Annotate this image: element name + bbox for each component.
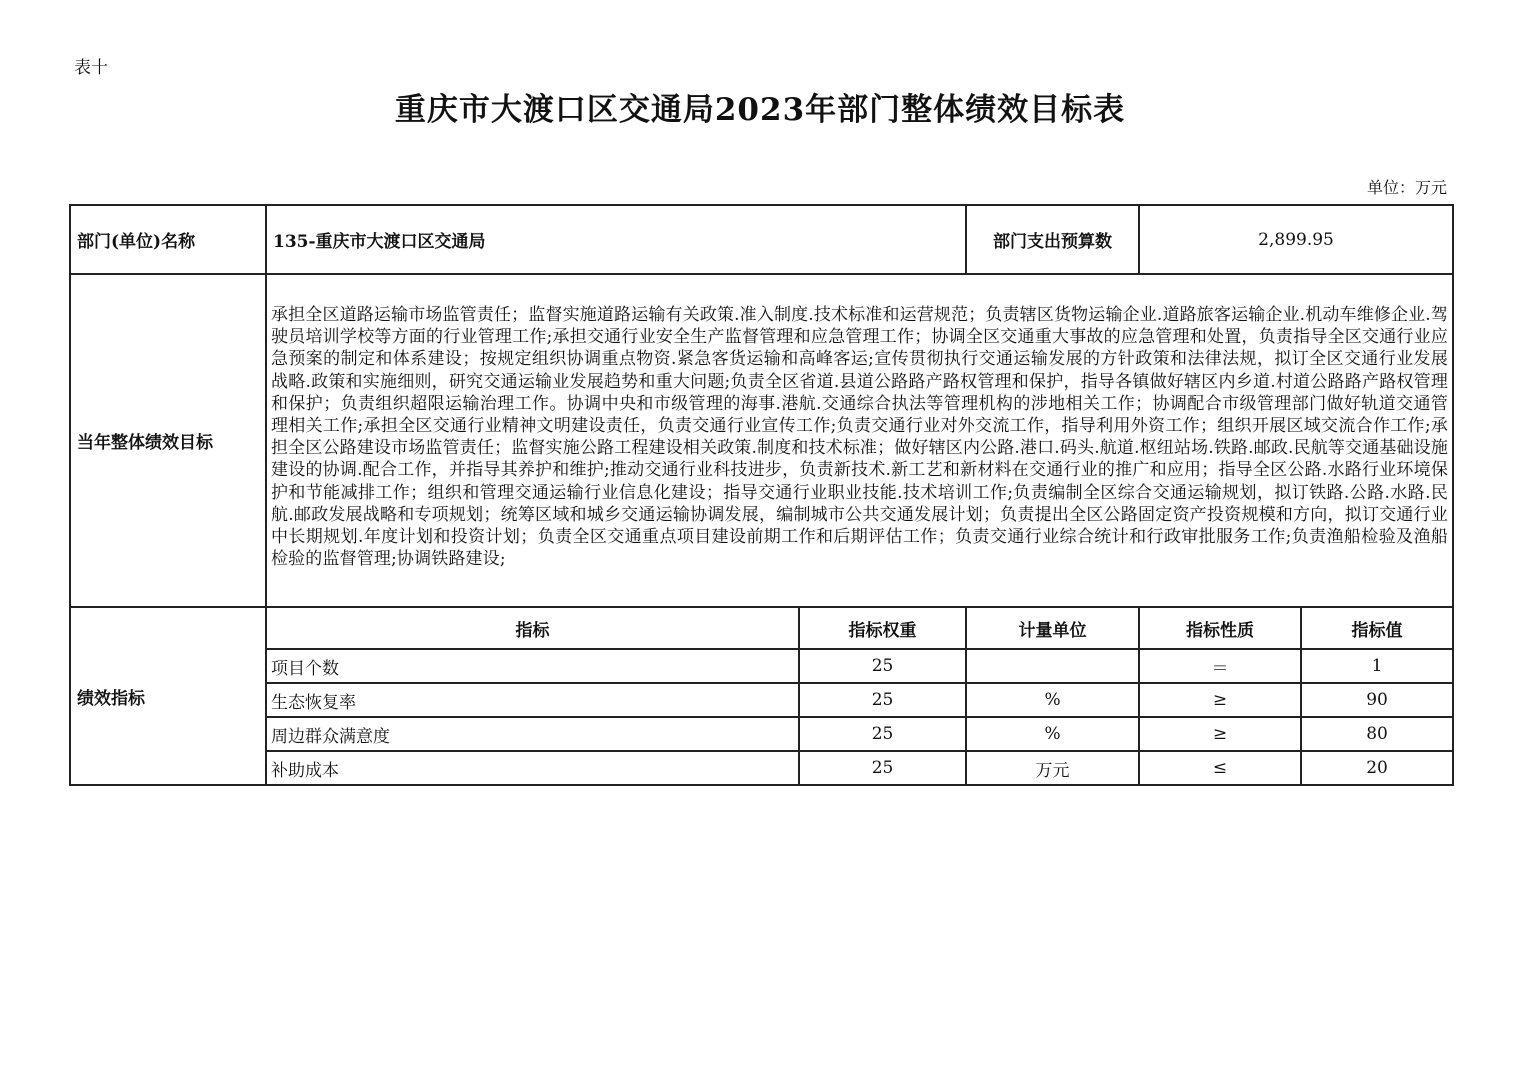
unit-note: 单位：万元 <box>1366 178 1447 197</box>
table-row <box>70 649 1453 683</box>
indicator-nature: ≤ <box>1139 751 1301 785</box>
indicator-weight: 25 <box>799 649 966 683</box>
goal-label: 当年整体绩效目标 <box>70 274 266 607</box>
indicators-label: 绩效指标 <box>70 607 266 785</box>
table-row <box>70 717 1453 751</box>
indicator-nature: ＝ <box>1139 649 1301 683</box>
nature-header: 指标性质 <box>1139 607 1301 649</box>
indicator-value: 80 <box>1301 717 1453 751</box>
indicator-weight: 25 <box>799 717 966 751</box>
indicator-header-row <box>70 607 1453 649</box>
department-row <box>70 205 1453 274</box>
table-row <box>70 683 1453 717</box>
weight-header: 指标权重 <box>799 607 966 649</box>
indicator-name: 生态恢复率 <box>266 683 799 717</box>
unit-header: 计量单位 <box>966 607 1139 649</box>
indicator-name: 周边群众满意度 <box>266 717 799 751</box>
indicator-value: 90 <box>1301 683 1453 717</box>
indicator-nature: ≥ <box>1139 683 1301 717</box>
indicator-nature: ≥ <box>1139 717 1301 751</box>
dept-name-value: 135-重庆市大渡口区交通局 <box>266 205 966 274</box>
budget-label: 部门支出预算数 <box>966 205 1139 274</box>
indicator-name: 补助成本 <box>266 751 799 785</box>
indicator-unit: 万元 <box>966 751 1139 785</box>
indicator-header: 指标 <box>266 607 799 649</box>
indicator-unit <box>966 649 1139 683</box>
dept-name-label: 部门(单位)名称 <box>70 205 266 274</box>
indicator-unit: % <box>966 683 1139 717</box>
goal-text-cell <box>266 274 1453 607</box>
goal-row <box>70 274 1453 607</box>
document-label: 表十 <box>74 58 108 78</box>
budget-value: 2,899.95 <box>1139 205 1453 274</box>
page-title: 重庆市大渡口区交通局2023年部门整体绩效目标表 <box>394 92 1126 128</box>
indicator-unit: % <box>966 717 1139 751</box>
goal-text: 承担全区道路运输市场监管责任；监督实施道路运输有关政策.准入制度.技术标准和运营规范；负责辖区货物运输企业.道路旅客运输企业.机动车维修企业.驾驶员培训学校等方面的行业管理工作;承担交通行业安全生产监督管理和应急管理工作；协调全区交通重大事故的应急管理和处置，负责指导全区交通行业应急预案的制定和体系建设；按规定组织协调重点物资.紧急客货运输和高峰客运;宣传贯彻执行交通运输发展的方针政策和法律法规，拟订全区交通行业发展战略.政策和实施细则，研究交通运输业发展趋势和重大问题;负责全区省道.县道公路路产路权管理和保护，指导各镇做好辖区内乡道.村道公路路产路权管理和保护；负责组织超限运输治理工作。协调中央和市级管理的海事.港航.交通综合执法等管理机构的涉地相关工作；协调配合市级管理部门做好轨道交通管理相关工作;承担全区交通行业精神文明建设责任，负责交通行业宣传工作;负责交通行业对外交流工作，指导利用外资工作；组织开展区域交流合作工作;承担全区公路建设市场监管责任；监督实施公路工程建设相关政策.制度和技术标准；做好辖区内公路.港口.码头.航道.枢纽站场.铁路.邮政.民航等交通基础设施建设的协调.配合工作，并指导其养护和维护;推动交通行业科技进步，负责新技术.新工艺和新材料在交通行业的推广和应用；指导全区公路.水路行业环境保护和节能减排工作；组织和管理交通运输行业信息化建设；指导交通行业职业技能.技术培训工作;负责编制全区综合交通运输规划，拟订铁路.公路.水路.民航.邮政发展战略和专项规划；统筹区域和城乡交通运输协调发展，编制城市公共交通发展计划；负责提出全区公路固定资产投资规模和方向，拟订交通行业中长期规划.年度计划和投资计划；负责全区交通重点项目建设前期工作和后期评估工作；负责交通行业综合统计和行政审批服务工作;负责渔船检验及渔船检验的监督管理;协调铁路建设; <box>271 305 1449 570</box>
indicator-weight: 25 <box>799 751 966 785</box>
indicator-value: 1 <box>1301 649 1453 683</box>
indicator-name: 项目个数 <box>266 649 799 683</box>
indicator-value: 20 <box>1301 751 1453 785</box>
table-row <box>70 751 1453 785</box>
indicator-weight: 25 <box>799 683 966 717</box>
value-header: 指标值 <box>1301 607 1453 649</box>
performance-goal-table <box>69 204 1454 786</box>
